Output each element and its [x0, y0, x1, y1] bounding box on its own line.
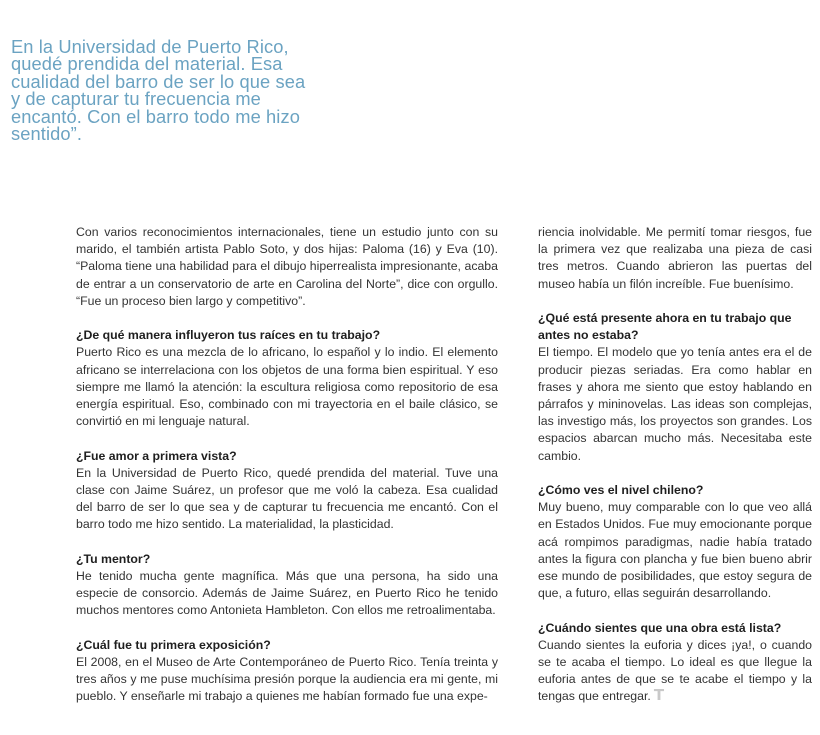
question-first-exhibition: ¿Cuál fue tu primera exposición?: [76, 637, 271, 652]
answer-first-exhibition: El 2008, en el Museo de Arte Contemporáneo de Puerto Rico. Tenía treinta y tres años y me puse muchísima presión porque la audiencia era mi gente, mi pueblo. Y enseñarle mi trabajo a quienes me habían formado fue una expe-: [76, 655, 498, 704]
left-column: [76, 224, 498, 706]
answer-present-now: El tiempo. El modelo que yo tenía antes era el de producir piezas seriadas. Era como hablar en frases y ahora me siento que estoy hablando en párrafos y mininovelas. Las ideas son complejas, las investigo más, los proyectos son grandes. Los espacios abarcan mucho más. Necesitaba este cambio.: [538, 345, 812, 463]
question-first-sight: ¿Fue amor a primera vista?: [76, 448, 237, 463]
intro-paragraph: Con varios reconocimientos internacionales, tiene un estudio junto con su marido, el también artista Pablo Soto, y dos hijas: Paloma (16) y Eva (10). “Paloma tiene una habilidad para el dibujo hiperrealista impresionante, acaba de entrar a un conservatorio de arte en Carolina del Norte”, dice con orgullo. “Fue un proceso bien largo y competitivo”.: [76, 225, 498, 308]
question-chilean-level: ¿Cómo ves el nivel chileno?: [538, 483, 704, 498]
question-roots: ¿De qué manera influyeron tus raíces en tu trabajo?: [76, 328, 381, 343]
answer-first-sight: En la Universidad de Puerto Rico, quedé prendida del material. Tuve una clase con Jaime Suárez, un profesor que me voló la cabeza. Esa cualidad del barro de ser lo que sea y de capturar tu frecuencia me encantó. Con el barro todo me hizo sentido. La materialidad, la plasticidad.: [76, 465, 498, 532]
answer-mentor: He tenido mucha gente magnífica. Más que una persona, ha sido una especie de consorcio. Además de Jaime Suárez, en Puerto Rico he tenido muchos mentores como Antonieta Hambleton. Con ellos me retroalimentaba.: [76, 569, 498, 618]
right-column: [538, 224, 812, 706]
end-mark: T: [653, 686, 665, 705]
continued-paragraph: riencia inolvidable. Me permití tomar riesgos, fue la primera vez que realizaba una pieza de casi tres metros. Cuando abrieron las puertas del museo había un filón increíble. Fue buenísimo.: [538, 225, 812, 291]
pull-quote: En la Universidad de Puerto Rico, quedé prendida del material. Esa cualidad del barro de ser lo que sea y de capturar tu frecuencia me encantó. Con el barro todo me hizo sentido”.: [11, 36, 306, 145]
answer-work-ready: [538, 637, 812, 706]
answer-work-ready-text: Cuando sientes la euforia y dices ¡ya!, o cuando se te acaba el tiempo. Lo ideal es que llegue la euforia antes de que se te acabe el tiempo y la tengas que entregar.: [538, 637, 812, 704]
answer-chilean-level: Muy bueno, muy comparable con lo que veo allá en Estados Unidos. Fue muy emocionante porque acá rompimos paradigmas, nadie había tratado antes la figura con plancha y fue bien bueno abrir ese mundo de posibilidades, que estoy segura de que, a futuro, ellas seguirán desarrollando.: [538, 500, 812, 601]
question-work-ready: ¿Cuándo sientes que una obra está lista?: [538, 620, 782, 635]
answer-roots: Puerto Rico es una mezcla de lo africano, lo español y lo indio. El elemento africano se interrelaciona con los objetos de una forma bien espiritual. Y eso siempre me llamó la atención: la escultura religiosa como repositorio de esa energía espiritual. Eso, combinado con mi trayectoria en el baile clásico, se convirtió en mi lenguaje natural.: [76, 345, 498, 429]
question-mentor: ¿Tu mentor?: [76, 551, 151, 566]
question-present-now: ¿Qué está presente ahora en tu trabajo que antes no estaba?: [538, 311, 792, 343]
